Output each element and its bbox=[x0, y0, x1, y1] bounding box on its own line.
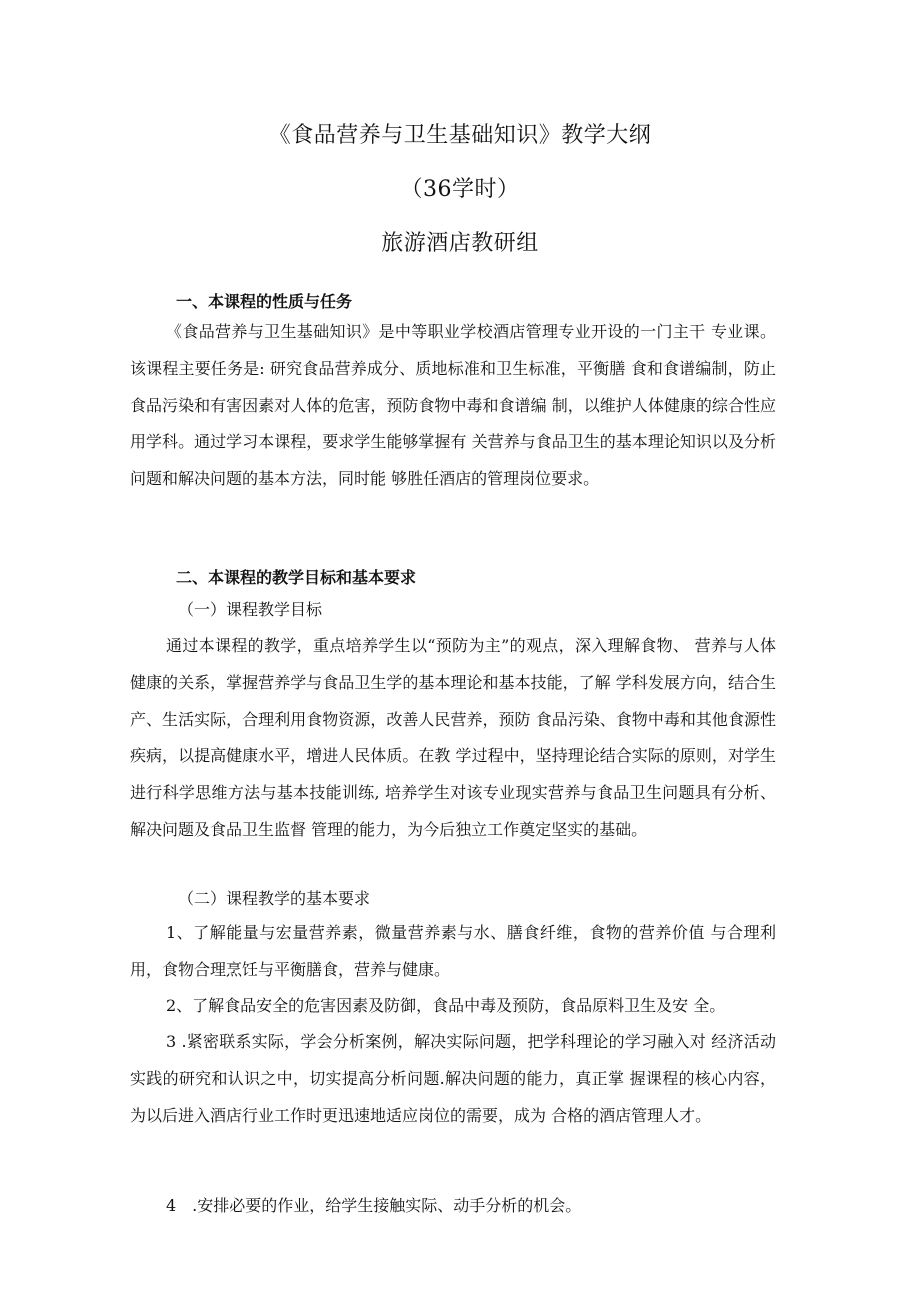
section-2-heading: 二、本课程的教学目标和基本要求 bbox=[176, 568, 417, 587]
subsection-1-paragraph: 通过本课程的教学，重点培养学生以“预防为主”的观点，深入理解食物、 营养与人体健康的关系，掌握营养学与食品卫生学的基本理论和基本技能，了解 学科发展方向，结合生产、生活实际，合理利用食物资源，改善人民营养，预防 食品污染、食物中毒和其他食源性疾病，以提高健康水平，增进人民体质。在教 学过程中，坚持理论结合实际的原则，对学生进行科学思维方法与基本技能训练, 培养学生对该专业现实营养与食品卫生问题具有分析、解决问题及食品卫生监督 管理的能力，为今后独立工作奠定坚实的基础。 bbox=[130, 636, 776, 839]
course-hours: （36学时） bbox=[400, 177, 520, 202]
section-1-paragraph: 《食品营养与卫生基础知识》是中等职业学校酒店管理专业开设的一门主干 专业课。该课程主要任务是: 研究食品营养成分、质地标准和卫生标准，平衡膳 食和食谱编制，防止食品污染和有害因素对人体的危害，预防食物中毒和食谱编 制，以维护人体健康的综合性应用学科。通过学习本课程，要求学生能够掌握有 关营养与食品卫生的基本理论知识以及分析问题和解决问题的基本方法，同时能 够胜任酒店的管理岗位要求。 bbox=[130, 322, 776, 489]
document-title: 《食品营养与卫生基础知识》教学大纲 bbox=[268, 123, 652, 148]
subsection-2-heading: （二）课程教学的基本要求 bbox=[178, 889, 371, 908]
author-group: 旅游酒店教研组 bbox=[381, 231, 539, 256]
requirement-item-4: 4 .安排必要的作业，给学生接触实际、动手分析的机会。 bbox=[166, 1196, 582, 1215]
requirement-item-3: 3 .紧密联系实际，学会分析案例，解决实际问题，把学科理论的学习融入对 经济活动实践的研究和认识之中，切实提高分析问题.解决问题的能力，真正掌 握课程的核心内容，为以后进入酒店行业工作时更迅速地适应岗位的需要，成为 合格的酒店管理人才。 bbox=[130, 1032, 776, 1125]
subsection-1-heading: （一）课程教学目标 bbox=[178, 600, 323, 619]
requirement-item-1: 1、了解能量与宏量营养素，微量营养素与水、膳食纤维，食物的营养价值 与合理利用，食物合理烹饪与平衡膳食，营养与健康。 bbox=[130, 923, 776, 979]
requirement-item-2: 2、了解食品安全的危害因素及防御，食品中毒及预防，食品原料卫生及安 全。 bbox=[166, 996, 726, 1015]
section-1-heading: 一、本课程的性质与任务 bbox=[176, 292, 353, 311]
